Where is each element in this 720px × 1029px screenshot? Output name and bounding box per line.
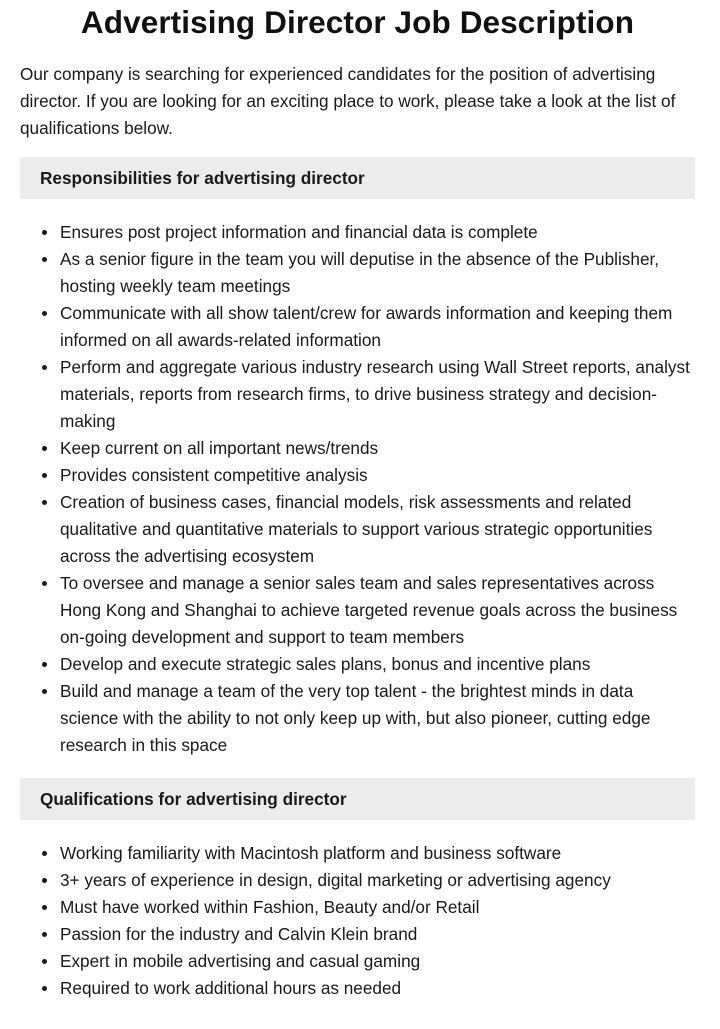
- list-item: Must have worked within Fashion, Beauty and/or Retail: [60, 894, 695, 921]
- list-item: 3+ years of experience in design, digital marketing or advertising agency: [60, 867, 695, 894]
- list-item: Passion for the industry and Calvin Klein brand: [60, 921, 695, 948]
- qualifications-list: [20, 840, 695, 1002]
- intro-paragraph: Our company is searching for experienced candidates for the position of advertising director. If you are looking for an exciting place to work, please take a look at the list of qualifications below.: [20, 64, 676, 138]
- list-item: Develop and execute strategic sales plans, bonus and incentive plans: [60, 651, 695, 678]
- responsibilities-list: [20, 219, 695, 759]
- page-title: Advertising Director Job Description: [80, 4, 635, 40]
- list-item: Communicate with all show talent/crew for awards information and keeping them informed on all awards-related information: [60, 300, 695, 354]
- list-item: Build and manage a team of the very top talent - the brightest minds in data science with the ability to not only keep up with, but also pioneer, cutting edge research in this space: [60, 678, 695, 759]
- list-item: Creation of business cases, financial models, risk assessments and related qualitative and quantitative materials to support various strategic opportunities across the advertising ecosystem: [60, 489, 695, 570]
- responsibilities-heading: Responsibilities for advertising director: [20, 157, 695, 199]
- list-item: Required to work additional hours as needed: [60, 975, 695, 1002]
- list-item: Ensures post project information and financial data is complete: [60, 219, 695, 246]
- qualifications-heading: Qualifications for advertising director: [20, 778, 695, 820]
- list-item: Provides consistent competitive analysis: [60, 462, 695, 489]
- list-item: Expert in mobile advertising and casual gaming: [60, 948, 695, 975]
- list-item: As a senior figure in the team you will deputise in the absence of the Publisher, hosting weekly team meetings: [60, 246, 695, 300]
- list-item: To oversee and manage a senior sales team and sales representatives across Hong Kong and Shanghai to achieve targeted revenue goals across the business on-going development and support to team members: [60, 570, 695, 651]
- list-item: Keep current on all important news/trends: [60, 435, 695, 462]
- list-item: Perform and aggregate various industry research using Wall Street reports, analyst materials, reports from research firms, to drive business strategy and decision-making: [60, 354, 695, 435]
- list-item: Working familiarity with Macintosh platform and business software: [60, 840, 695, 867]
